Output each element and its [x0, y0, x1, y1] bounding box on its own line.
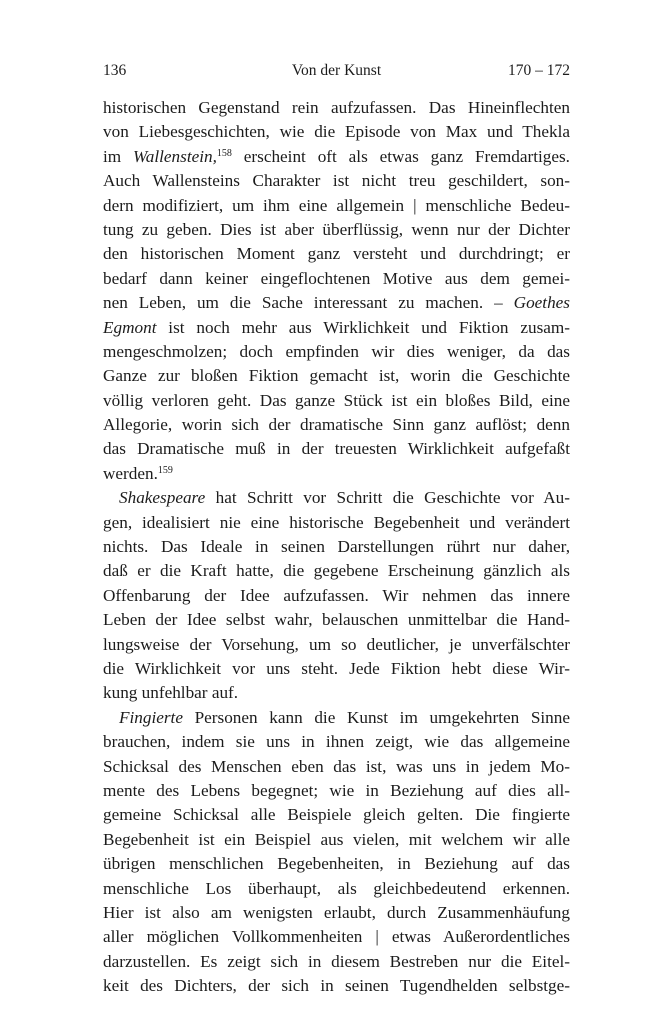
italic-title: Egmont [103, 317, 157, 337]
text-line: Ganze zur bloßen Fiktion gemacht ist, worin die Geschichte [103, 366, 570, 386]
text-line: übrigen menschlichen Begebenheiten, in Beziehung auf das [103, 854, 570, 874]
text-line: die Wirklichkeit vor uns steht. Jede Fiktion hebt diese Wir- [103, 658, 570, 678]
text-line [103, 486, 570, 510]
text-line: Allegorie, worin sich der dramatische Sinn ganz auflöst; denn [103, 415, 570, 435]
text-run: nen Leben, um die Sache interessant zu machen. – [103, 293, 514, 313]
text-line: gen, idealisiert nie eine historische Begebenheit und verändert [103, 512, 570, 532]
body-text [103, 96, 570, 998]
italic-title: Fingierte [119, 707, 183, 727]
text-line: daß er die Kraft hatte, die gegebene Erscheinung gänzlich als [103, 561, 570, 581]
text-line: Offenbarung der Idee aufzufassen. Wir nehmen das innere [103, 585, 570, 605]
text-line: den historischen Moment ganz versteht und durchdringt; er [103, 244, 570, 264]
text-line [103, 291, 570, 315]
text-line: kung unfehlbar auf. [103, 683, 239, 703]
text-run: ist noch mehr aus Wirklichkeit und Fiktion zusam- [156, 317, 570, 337]
text-line: Schicksal des Menschen eben das ist, was uns in jedem Mo- [103, 756, 570, 776]
text-line: Leben der Idee selbst wahr, belauschen unmittelbar die Hand- [103, 610, 570, 630]
text-line: von Liebesgeschichten, wie die Episode von Max und Thekla [103, 122, 570, 142]
text-line: mengeschmolzen; doch empfinden wir dies weniger, da das [103, 341, 570, 361]
italic-title: Shakespeare [119, 488, 206, 508]
text-line [103, 462, 570, 486]
text-line: dern modifiziert, um ihm eine allgemein | menschliche Bedeu- [103, 195, 570, 215]
text-line: aller möglichen Vollkommenheiten | etwas Außerordentliches [103, 927, 570, 947]
running-header [103, 60, 570, 82]
text-line [103, 316, 570, 340]
footnote-marker[interactable]: 158 [216, 147, 232, 159]
text-line: lungsweise der Vorsehung, um so deutlicher, je unverfälschter [103, 634, 570, 654]
text-run: erscheint oft als etwas ganz Fremdartiges. [231, 146, 570, 166]
running-title: Von der Kunst [291, 62, 382, 79]
text-line: das Dramatische muß in der treuesten Wirklichkeit aufgefaßt [103, 439, 570, 459]
text-line: Hier ist also am wenigsten erlaubt, durch Zusammenhäufung [103, 902, 570, 922]
text-run: Personen kann die Kunst im umgekehrten Sinne [182, 707, 570, 727]
italic-title: Goethes [513, 293, 570, 313]
page-number: 136 [103, 62, 127, 79]
text-line: darzustellen. Es zeigt sich in diesem Bestreben nur die Eitel- [103, 951, 570, 971]
text-run: werden. [103, 463, 158, 483]
text-run: hat Schritt vor Schritt die Geschichte vor Au- [205, 488, 570, 508]
text-line: bedarf dann keiner eingeflochtenen Motive aus dem gemei- [103, 268, 570, 288]
text-line: mente des Lebens begegnet; wie in Beziehung auf dies all- [103, 780, 570, 800]
text-line: historischen Gegenstand rein aufzufassen. Das Hineinflechten [103, 98, 570, 117]
text-line: Auch Wallensteins Charakter ist nicht treu geschildert, son- [103, 171, 570, 191]
text-line: menschliche Los überhaupt, als gleichbedeutend erkennen. [103, 878, 570, 898]
text-line: keit des Dichters, der sich in seinen Tugendhelden selbstge- [103, 976, 570, 996]
text-line: brauchen, indem sie uns in ihnen zeigt, wie das allgemeine [103, 732, 570, 752]
italic-title: Wallenstein, [133, 146, 217, 166]
text-line: völlig verloren geht. Das ganze Stück ist ein bloßes Bild, eine [103, 390, 570, 410]
text-line: tung zu geben. Dies ist aber überflüssig, wenn nur der Dichter [103, 219, 570, 239]
text-line [103, 145, 570, 169]
text-line [103, 706, 570, 730]
section-range: 170 – 172 [508, 62, 570, 79]
text-line: nichts. Das Ideale in seinen Darstellungen rührt nur daher, [103, 537, 570, 557]
text-run: im [103, 146, 134, 166]
text-line: Begebenheit ist ein Beispiel aus vielen, mit welchem wir alle [103, 829, 570, 849]
footnote-marker[interactable]: 159 [157, 464, 173, 476]
text-line: gemeine Schicksal alle Beispiele gleich gelten. Die fingierte [103, 805, 570, 825]
